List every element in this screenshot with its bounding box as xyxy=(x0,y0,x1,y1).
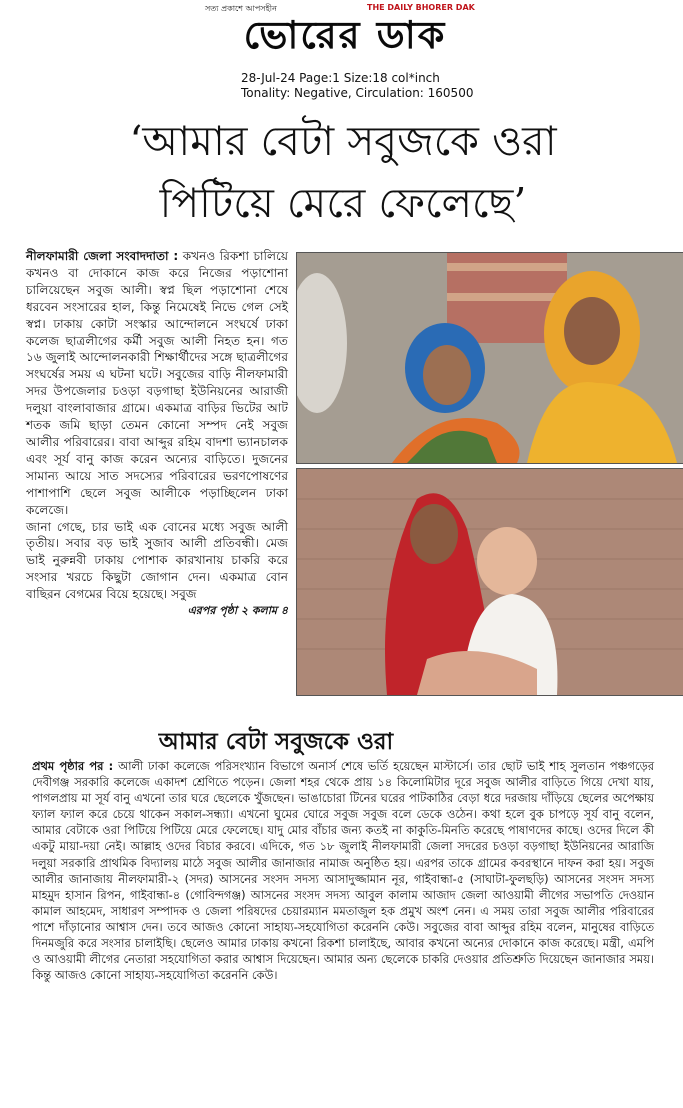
photo-grieving-mother xyxy=(296,252,683,464)
continuation-headline: আমার বেটা সবুজকে ওরা xyxy=(158,728,394,755)
photo-woman-with-child-image xyxy=(297,469,683,695)
continuation-body-text: আলী ঢাকা কলেজে পরিসংখ্যান বিভাগে অনার্স শেষে ভর্তি হয়েছেন মাস্টার্সে। তার ছোট ভাই শাহ সুলতান পঞ্চগড়ের দেবীগঞ্জ সরকারি কলেজে একাদশ শ্রেণিতে পড়েন। জেলা শহর থেকে প্রায় ১৪ কিলোমিটার দূরে সবুজ আলীর বাড়িতে গিয়ে দেখা যায়, পাগলপ্রায় মা সূর্য বানু এখনো তার ঘরে ছেলেকে খুঁজছেন। ভাঙাচোরা টিনের ঘরের পাটকাঠির বেড়া ধরে দরজায় দাঁড়িয়ে ছেলের অপেক্ষায় ফ্যাল ফ্যাল করে চেয়ে থাকেন সকাল-সন্ধ্যা। এখনো ঘুমের ঘোরে সবুজ সবুজ বলে ডেকে ওঠেন। কথা হলে বুক চাপড়ে সূর্য বানু বলেন, আমার বেটাকে ওরা পিটিয়ে পিটিয়ে মেরে ফেলেছে। যাদু মোর বাঁচার জন্য কতই না কাকুতি-মিনতি করেছে পাষাণদের কাছে। ওদের দিলে কী একটু মায়া-দয়া নেই। আল্লাহ ওদের বিচার করবে। এদিকে, গত ১৮ জুলাই নীলফামারী জেলা সদরের চওড়া বড়গাছা ইউনিয়নের আরাজি দলুয়া সরকারি প্রাথমিক বিদ্যালয় মাঠে সবুজ আলীর জানাজার নামাজ অনুষ্ঠিত হয়। এরপর তাকে গ্রামের কবরস্থানে দাফন করা হয়। সবুজ আলীর জানাজায় নীলফামারী-২ (সদর) আসনের সংসদ সদস্য আসাদুজ্জামান নূর, গাইবান্ধা-৫ (সাঘাটা-ফুলছড়ি) আসনের সংসদ সদস্য মাহমুদ হাসান রিপন, গাইবান্ধা-৪ (গোবিন্দগঞ্জ) আসনের সংসদ সদস্য আবুল কালাম আজাদ জেলা আওয়ামী লীগের সভাপতি দেওয়ান কামাল আহমেদ, সাধারণ সম্পাদক ও জেলা পরিষদের চেয়ারম্যান মমতাজুল হক প্রমুখ অংশ নেন। এ সময় তারা সবুজ আলীর পরিবারের পাশে দাঁড়ানোর আশ্বাস দেন। তবে আজও কোনো সাহায্য-সহযোগিতা করেননি কেউ। সবুজের বাবা আব্দুর রহিম বলেন, মানুষের বাড়িতে দিনমজুরি করে সংসার চালাইছি। ছেলেও আমার ঢাকায় কখনো রিকশা চালাইছে, আবার কখনো অন্যের দোকানে কাজ করেছে। মন্ত্রী, এমপি ও আওয়ামী লীগের নেতারা সহযোগিতা করার আশ্বাস দিয়েছেন। আমার অন্য ছেলেকে চাকরি দেওয়ার প্রতিশ্রুতি দিয়েছেন জানাজার সময়। কিন্তু আজও কোনো সাহায্য-সহযোগিতা করেননি কেউ। xyxy=(32,759,655,983)
headline-line-2: পিটিয়ে মেরে ফেলেছে’ xyxy=(159,179,527,227)
clipping-meta-size: 28-Jul-24 Page:1 Size:18 col*inch xyxy=(241,71,440,85)
masthead-english-name: THE DAILY BHORER DAK xyxy=(367,3,475,12)
newspaper-logo: ভোরের ডাক xyxy=(243,12,447,57)
article-body xyxy=(26,248,288,620)
article-paragraph-1 xyxy=(26,248,288,519)
photo-woman-with-child xyxy=(296,468,683,696)
article-paragraph-1-text: কখনও রিকশা চালিয়ে কখনও বা দোকানে কাজ করে নিজের পড়াশোনা চালিয়েছেন সবুজ আলী। স্বপ্ন ছিল পড়াশোনা শেষে ধরবেন সংসারের হাল, কিন্তু নিমেষেই নিভে গেল সেই স্বপ্ন। ঢাকায় কোটা সংস্কার আন্দোলনে সংঘর্ষে ঢাকা কলেজ ছাত্রলীগের কর্মী সবুজ আলী নিহত হন। গত ১৬ জুলাই আন্দোলনকারী শিক্ষার্থীদের সঙ্গে ছাত্রলীগের সংঘর্ষের সময় এ ঘটনা ঘটে। সবুজের বাড়ি নীলফামারী সদর উপজেলার চওড়া বড়গাছা ইউনিয়নের আরাজী দলুয়া বাংলাবাজার গ্রামে। একমাত্র বাড়ির ভিটের আট শতক জমি ছাড়া তেমন কোনো সম্পদ নেই সবুজ আলীর পরিবারের। বাবা আব্দুর রহিম বাদশা ভ্যানচালক এবং সূর্য বানু কাজ করেন অন্যের বাড়িতে। দুজনের সামান্য আয়ে সাত সদস্যের পরিবারের ভরণপোষণের পাশাপাশি ছেলে সবুজ আলীকে পড়াচ্ছিলেন ঢাকা কলেজে। xyxy=(26,249,288,517)
article-dateline: নীলফামারী জেলা সংবাদদাতা : xyxy=(26,249,179,263)
headline-line-1: ‘আমার বেটা সবুজকে ওরা xyxy=(129,117,557,165)
continuation-clipping xyxy=(26,724,660,1094)
article-paragraph-2-text: জানা গেছে, চার ভাই এক বোনের মধ্যে সবুজ আলী তৃতীয়। সবার বড় ভাই সুজাব আলী প্রতিবন্ধী। মেজ ভাই নুরুন্নবী ঢাকায় পোশাক কারখানায় চাকরি করে সংসার খরচে কিছুটা জোগান দেন। একমাত্র বোন বাছিরন বেগমের বিয়ে হয়েছে। সবুজ xyxy=(26,519,288,602)
clipping-meta-tonality: Tonality: Negative, Circulation: 160500 xyxy=(241,86,474,100)
continuation-lead: প্রথম পৃষ্ঠার পর : xyxy=(32,759,114,773)
masthead xyxy=(0,0,683,62)
article-paragraph-2 xyxy=(26,519,288,618)
masthead-tagline: সত্য প্রকাশে আপসহীন xyxy=(205,4,277,13)
photo-grieving-mother-image xyxy=(297,253,683,463)
article-headline xyxy=(26,110,660,234)
continuation-body xyxy=(32,758,654,983)
continuation-note: এরপর পৃষ্ঠা ২ কলাম ৪ xyxy=(187,604,288,618)
main-article-clipping xyxy=(26,110,660,696)
